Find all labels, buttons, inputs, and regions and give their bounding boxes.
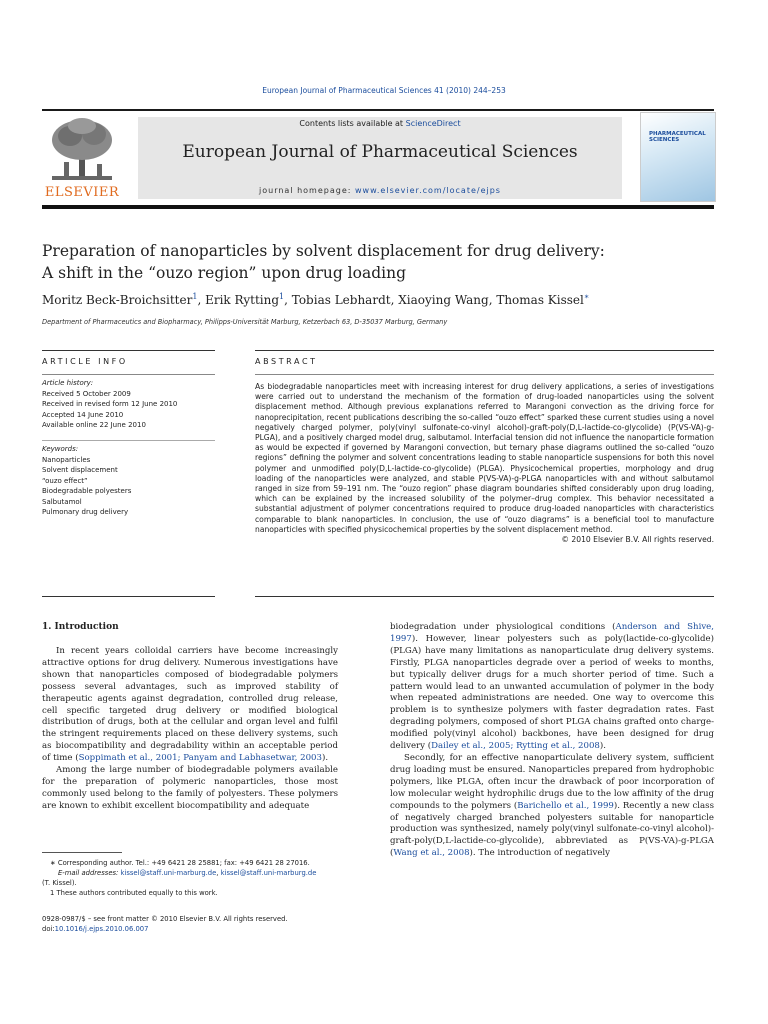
footnote-rule <box>42 852 122 853</box>
keyword: Salbutamol <box>42 497 82 506</box>
keyword: Nanoparticles <box>42 455 91 464</box>
abstract-top-rule <box>255 350 714 351</box>
history-item: Received 5 October 2009 <box>42 389 131 398</box>
citation-link[interactable]: Dailey et al., 2005; Rytting et al., 2008 <box>431 741 600 752</box>
keyword: Pulmonary drug delivery <box>42 508 129 516</box>
citation-link[interactable]: Anderson and Shive, 1997 <box>390 622 714 644</box>
abstract-bottom-rule <box>255 596 714 597</box>
intro-paragraph-3: biodegradation under physiological conditions (Anderson and Shive, 1997). However, linear polyesters such as poly(lactide-co-glycolide) (PLGA) have many limitations as nanoparticulate drug delivery systems. Firstly, PLGA nanoparticles degrade over a period of weeks to months, but typically deliver drugs for a much shorter period of time. Such a pattern would lead to an unwanted accumulation of polymer in the body when repeated administrations are needed. One way to overcome this problem is to synthesize polymers with faster degradation rates. Fast degrading polymers, composed of short PLGA chains grafted onto charge-modified poly(vinyl alcohol) backbones, have been designed for drug delivery (Dailey et al., 2005; Rytting et al., 2008). <box>390 622 714 752</box>
abstract-text <box>255 382 714 545</box>
author: Xiaoying Wang, <box>398 293 497 307</box>
history-item: Accepted 14 June 2010 <box>42 410 124 419</box>
left-body-column <box>42 646 338 813</box>
citation-link[interactable]: Wang et al., 2008 <box>393 848 470 859</box>
author: Tobias Lebhardt, <box>291 293 399 307</box>
keyword: Biodegradable polyesters <box>42 487 132 495</box>
header-top-rule <box>42 109 714 111</box>
email-link[interactable]: kissel@staff.uni-marburg.de <box>120 869 217 877</box>
cover-title: PHARMACEUTICAL SCIENCES <box>649 131 706 144</box>
issn-doi-block <box>42 914 362 934</box>
email-link[interactable]: kissel@staff.uni-marburg.de <box>220 869 317 877</box>
header-bottom-rule <box>42 205 714 209</box>
journal-title: European Journal of Pharmaceutical Sciences <box>182 142 578 162</box>
intro-paragraph-4: Secondly, for an effective nanoparticulate delivery system, sufficient drug loading must be ensured. Nanoparticles prepared from hydrophobic polymers, like PLGA, often incur the drawback of poor incorporation of low molecular weight hydrophilic drugs due to the low affinity of the drug compounds to the polymers (Barichello et al., 1999). Recently a new class of negatively charged branched polyesters suitable for nanoparticle production was synthesized, namely poly(vinyl sulfonate-co-vinyl alcohol)-graft-poly(D,L-lactide-co-glycolide), abbreviated as P(VS-VA)-g-PLGA (Wang et al., 2008). The introduction of negatively <box>390 752 714 859</box>
history-label: Article history: <box>42 379 94 387</box>
info-mid-rule <box>42 440 215 441</box>
keyword: Solvent displacement <box>42 466 118 474</box>
citation-link[interactable]: Soppimath et al., 2001; Panyam and Labhasetwar, 2003 <box>78 753 322 764</box>
history-item: Received in revised form 12 June 2010 <box>42 400 178 408</box>
footnotes <box>42 858 342 898</box>
abstract-body: As biodegradable nanoparticles meet with increasing interest for drug delivery applications, a series of investigations were carried out to understand the mechanism of the formation of drug-loaded nanoparticles using the solvent displacement method. Although previous explanations referred to Marangoni convection as the driving force for nanoprecipitation, recent publications describing the so-called “ouzo effect” sparked these current studies using a novel negatively charged polymer, poly(vinyl sulfonate-co-vinyl alcohol)-graft-poly(D,L-lactide-co-glycolide) (P(VS-VA)-g-PLGA), and a positively charged model drug, salbutamol. Interfacial tension did not influence the nanoparticle formation as would be expected if governed by Marangoni convection, but ternary phase diagrams outlined the so-called “ouzo regions” defining the polymer and solvent concentrations leading to stable nanoparticle suspensions for both this novel polymer and unmodified poly(D,L-lactide-co-glycolide) (PLGA). Physicochemical properties, morphology and drug loading of the nanoparticles were analyzed, and stable P(VS-VA)-g-PLGA nanoparticles with and without salbutamol ranged in size from 59–191 nm. The “ouzo region” phase diagram boundaries shifted considerably upon drug loading, which can be explained by the increased solubility of the polymer–drug complex. This behavior necessitated a substantial adjustment of polymer concentrations required to produce drug-loaded nanoparticles with characteristics comparable to blank nanoparticles. In conclusion, the use of “ouzo diagrams” is a beneficial tool to manufacture nanoparticles with specified physicochemical properties by the solvent displacement method. <box>255 382 714 534</box>
keyword: “ouzo effect” <box>42 476 88 485</box>
contents-line: Contents lists available at ScienceDirect <box>299 119 461 128</box>
article-history <box>42 378 215 431</box>
title-line-1: Preparation of nanoparticles by solvent displacement for drug delivery: <box>42 242 605 260</box>
keywords <box>42 444 215 518</box>
keywords-label: Keywords: <box>42 445 79 453</box>
abstract-heading: ABSTRACT <box>255 357 318 366</box>
abstract-copyright: © 2010 Elsevier B.V. All rights reserved. <box>561 535 714 545</box>
title-line-2: A shift in the “ouzo region” upon drug loading <box>42 264 407 282</box>
doi-link[interactable]: 10.1016/j.ejps.2010.06.007 <box>54 925 149 933</box>
right-body-column <box>390 622 714 860</box>
author: Thomas Kissel∗ <box>496 292 590 307</box>
journal-cover-thumbnail <box>640 112 716 202</box>
email-owner: (T. Kissel). <box>42 879 77 887</box>
info-top-rule <box>42 350 215 351</box>
paper-title <box>42 240 742 284</box>
citation-link[interactable]: Barichello et al., 1999 <box>517 800 614 811</box>
journal-citation[interactable]: European Journal of Pharmaceutical Sciences 41 (2010) 244–253 <box>262 86 506 95</box>
abstract-sub-rule <box>255 374 714 375</box>
issn-line: 0928-0987/$ – see front matter © 2010 Elsevier B.V. All rights reserved. <box>42 915 288 923</box>
corresponding-author-note: ∗ Corresponding author. Tel.: +49 6421 28 25881; fax: +49 6421 28 27016. <box>50 859 310 867</box>
homepage-link[interactable]: www.elsevier.com/locate/ejps <box>354 186 501 195</box>
article-info-heading: ARTICLE INFO <box>42 357 128 366</box>
section-heading-introduction: 1. Introduction <box>42 622 119 632</box>
journal-homepage: journal homepage: www.elsevier.com/locate/ejps <box>259 186 501 195</box>
author: Erik Rytting$^1$, <box>205 292 292 307</box>
doi-line: doi:10.1016/j.ejps.2010.06.007 <box>42 925 149 933</box>
email-note: E-mail addresses: kissel@staff.uni-marburg.de, kissel@staff.uni-marburg.de <box>58 869 317 877</box>
intro-paragraph-1: In recent years colloidal carriers have become increasingly attractive options for drug delivery. Numerous investigations have shown that nanoparticles composed of biodegradable polymers possess several advantages, such as improved stability of therapeutic agents against degradation, controlled drug release, cell specific targeted drug delivery or modified biological distribution of drugs, both at the cellular and organ level and fulfil the stringent requirements placed on these delivery systems, such as biocompatibility and degradability within an acceptable period of time (Soppimath et al., 2001; Panyam and Labhasetwar, 2003). <box>42 646 338 764</box>
affiliation: Department of Pharmaceutics and Biopharmacy, Philipps-Universität Marburg, Ketzerbach 63, D-35037 Marburg, Germany <box>42 318 448 326</box>
elsevier-wordmark: ELSEVIER <box>44 185 120 200</box>
author: Moritz Beck-Broichsitter$^1$, <box>42 292 206 307</box>
info-bottom-rule <box>42 596 215 597</box>
equal-contribution-note: 1 These authors contributed equally to this work. <box>50 889 218 897</box>
intro-paragraph-2: Among the large number of biodegradable polymers available for the preparation of polymeric nanoparticles, those most commonly used belong to the family of polyesters. These polymers are known to exhibit excellent biocompatibility and adequate <box>42 765 338 811</box>
history-item: Available online 22 June 2010 <box>42 421 146 429</box>
author-list <box>42 292 742 307</box>
info-sub-rule <box>42 374 215 375</box>
sciencedirect-link[interactable]: ScienceDirect <box>405 119 461 128</box>
